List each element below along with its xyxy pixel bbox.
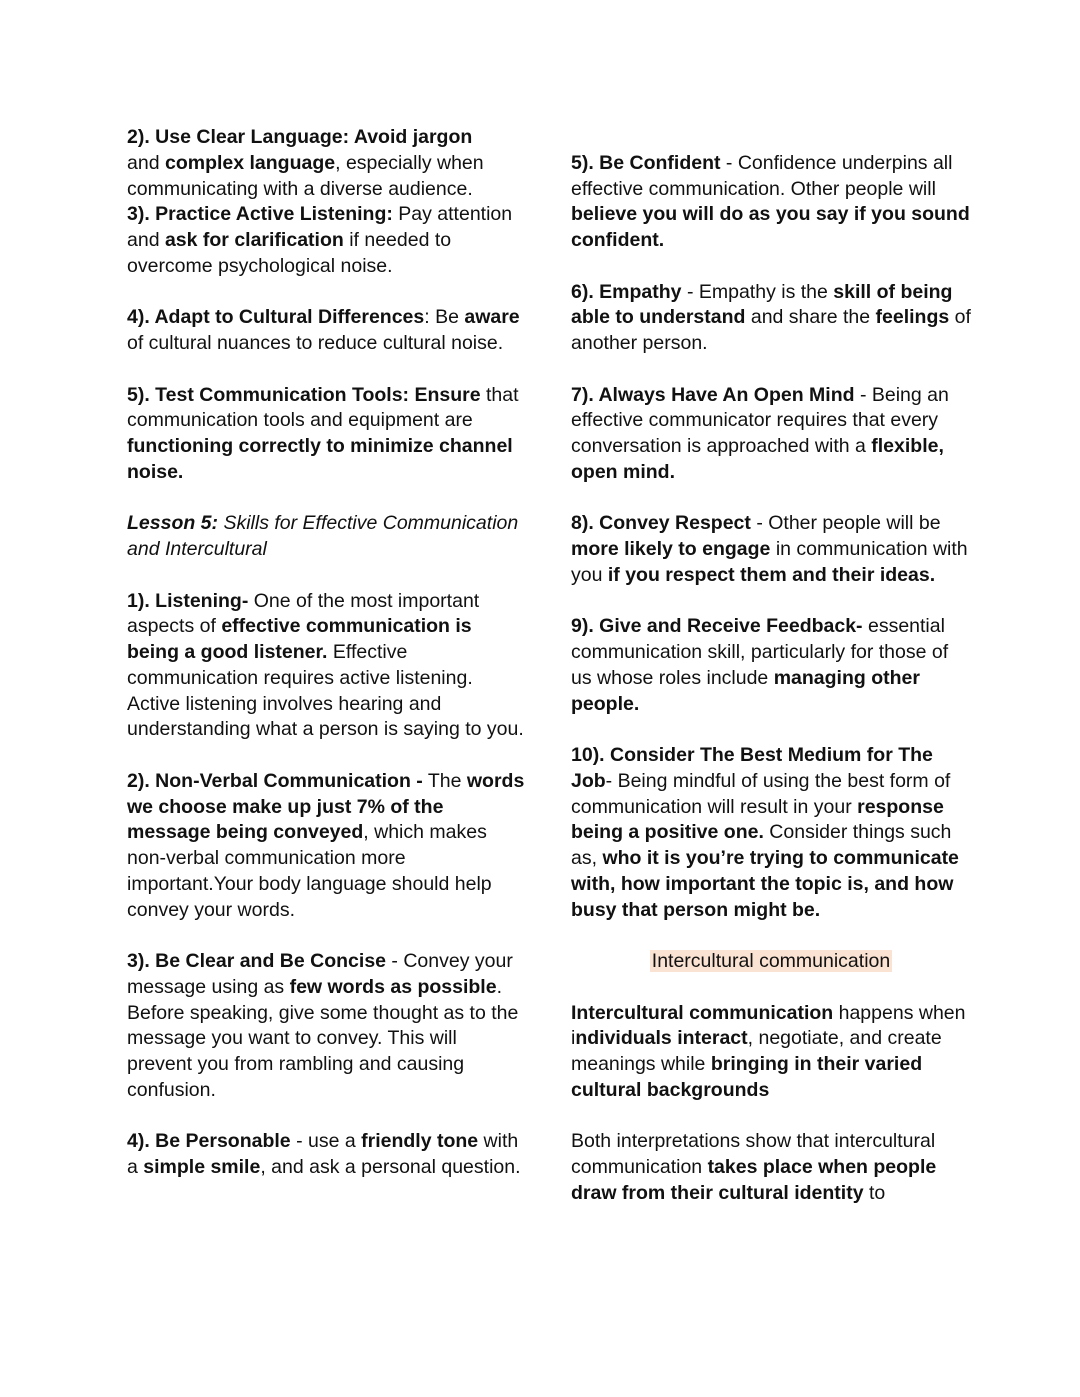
highlighted-heading: Intercultural communication [651, 950, 891, 972]
skill-heading: 2). Non-Verbal Communication - [127, 769, 423, 792]
text: - Being mindful of using the best form of communication will result in your [571, 769, 951, 818]
emphasis: more likely to engage [571, 538, 771, 560]
text: - Confidence underpins all effective communication. Other people will [571, 151, 953, 200]
skill-heading: 4). Be Personable [127, 1130, 291, 1153]
emphasis: bringing in their varied cultural backgrounds [571, 1053, 923, 1101]
text: - Other people will be [750, 512, 941, 535]
emphasis: friendly tone [361, 1130, 479, 1153]
text: , which makes non-verbal communication more important.Your body language should help convey your words. [127, 821, 492, 921]
emphasis: ndividuals interact [575, 1027, 748, 1050]
text: Effective communication requires active listening. Active listening involves hearing and understanding what a person is saying to you. [127, 641, 524, 741]
text: , and ask a personal question. [260, 1156, 521, 1178]
text: . Before speaking, give some thought as to the message you want to convey. This will prevent you from rambling and causing confusion. [127, 975, 519, 1101]
emphasis: takes place when people draw from their cultural identity [571, 1156, 937, 1204]
text: - Empathy is the [681, 280, 834, 303]
skill-heading: 3). Be Clear and Be Concise [127, 950, 387, 972]
skill-empathy [571, 280, 971, 357]
emphasis: functioning correctly to minimize channel noise. [127, 435, 513, 483]
skill-respect [571, 511, 971, 588]
text: and [127, 151, 160, 174]
text: Both interpretations show that intercultural communication [571, 1130, 936, 1178]
text: Consider things such as, [571, 821, 952, 869]
right-column [571, 151, 971, 1207]
text: with a [127, 1130, 519, 1178]
skill-personable [127, 1129, 527, 1181]
tip-heading: 4). Adapt to Cultural Differences [127, 306, 425, 329]
emphasis: believe you will do as you say if you sound confident. [571, 203, 970, 251]
lesson-title [127, 511, 527, 563]
intercultural-definition [571, 1001, 971, 1104]
skill-best-medium [571, 743, 971, 923]
tip-active-listening [127, 202, 527, 279]
text: - use a [290, 1130, 362, 1153]
tip-cultural-differences [127, 305, 527, 357]
text: , negotiate, and create meanings while [571, 1027, 942, 1075]
lesson-number: Lesson 5: [127, 512, 219, 535]
skill-confident [571, 151, 971, 254]
text: Pay attention and [127, 203, 513, 251]
emphasis: skill of being able to understand [571, 280, 953, 329]
skill-listening [127, 589, 527, 744]
skill-heading: 1). Listening- [127, 589, 249, 612]
text: essential communication skill, particularly for those of us whose roles include [571, 615, 949, 689]
skill-heading: 7). Always Have An Open Mind [571, 383, 855, 406]
emphasis: words we choose make up just 7% of the message being conveyed [127, 769, 525, 844]
tip-clear-language [127, 125, 527, 202]
text: - Convey your message using as [127, 950, 513, 998]
text: One of the most important aspects of [127, 589, 480, 638]
text: - Being an effective communicator requires that every conversation is approached with a [571, 383, 949, 457]
emphasis: managing other people. [571, 666, 920, 715]
emphasis: ask for clarification [164, 229, 344, 251]
text: in communication with you [571, 538, 968, 586]
text: to [863, 1181, 886, 1204]
skill-non-verbal [127, 769, 527, 924]
text: if needed to overcome psychological noise. [127, 229, 452, 277]
text: of cultural nuances to reduce cultural noise. [127, 332, 504, 354]
emphasis: few words as possible [289, 975, 497, 998]
skill-open-mind [571, 383, 971, 486]
emphasis: complex language [164, 151, 336, 174]
tip-heading: 2). Use Clear Language: Avoid jargon [127, 126, 473, 148]
emphasis: response being a positive one. [571, 795, 944, 844]
tip-heading: 5). Test Communication Tools: Ensure [127, 383, 481, 406]
skill-heading: 8). Convey Respect [571, 512, 751, 535]
interpretations-paragraph [571, 1129, 971, 1206]
emphasis: effective communication is being a good listener. [127, 615, 472, 663]
tip-heading: 3). Practice Active Listening: [127, 203, 393, 226]
skill-heading: 5). Be Confident [571, 151, 721, 174]
skill-heading: 6). Empathy [571, 280, 682, 303]
left-column [127, 125, 527, 1181]
text: The [422, 769, 467, 792]
emphasis: flexible, open mind. [571, 435, 944, 483]
lesson-name: Skills for Effective Communication and Intercultural [127, 512, 519, 560]
text: : Be [424, 306, 465, 329]
skill-heading: 10). Consider The Best Medium for The Job [571, 744, 933, 792]
skill-clear-concise [127, 949, 527, 1104]
skill-heading: 9). Give and Receive Feedback- [571, 615, 863, 638]
emphasis: simple smile [143, 1156, 261, 1178]
text: and share the [745, 306, 876, 329]
emphasis: aware [464, 306, 520, 329]
text: that communication tools and equipment are [127, 383, 519, 432]
tip-test-tools [127, 383, 527, 486]
skill-feedback [571, 614, 971, 717]
text: happens when i [571, 1001, 966, 1050]
text: , especially when communicating with a diverse audience. [127, 151, 484, 200]
emphasis: feelings [875, 306, 950, 329]
text: of another person. [571, 306, 971, 354]
emphasis: who it is you’re trying to communicate with, how important the topic is, and how busy that person might be. [571, 847, 959, 921]
emphasis: if you respect them and their ideas. [607, 563, 936, 586]
section-heading [571, 949, 971, 975]
term: Intercultural communication [571, 1001, 834, 1024]
